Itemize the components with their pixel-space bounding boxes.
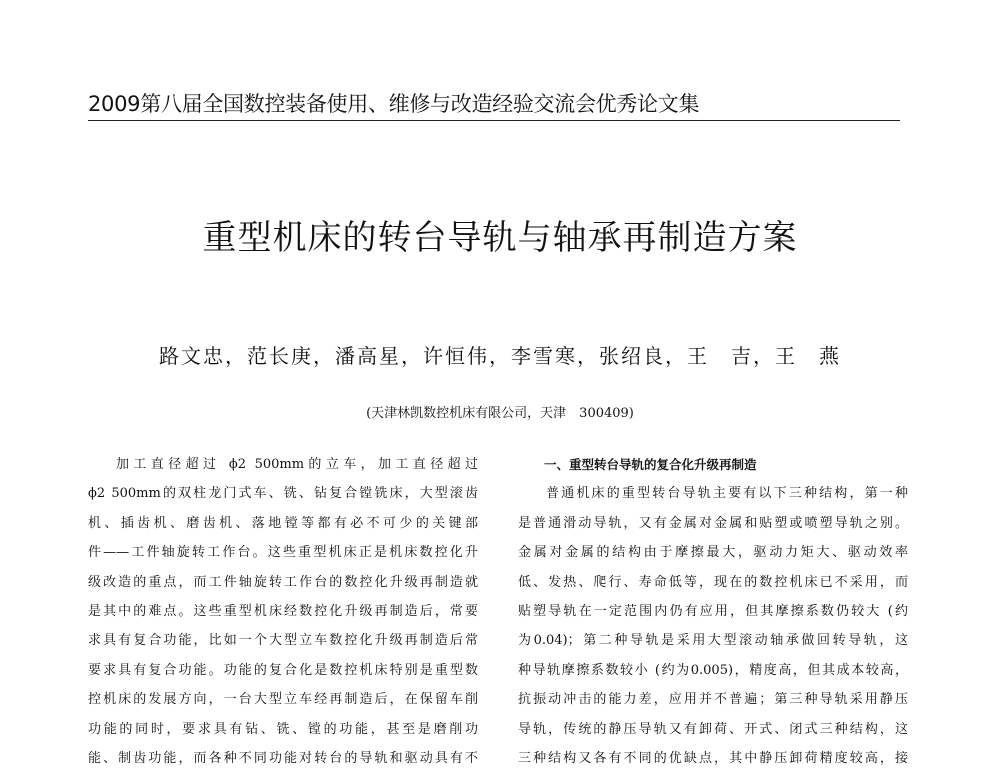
body-text-line: 是其中的难点。这些重型机床经数控化升级再制造后，常要 — [88, 604, 478, 620]
body-text-line: 控机床的发展方向，一台大型立车经再制造后，在保留车削 — [88, 692, 478, 708]
body-text-line: 贴塑导轨在一定范围内仍有应用，但其摩擦系数仍较大 (约 — [518, 604, 908, 620]
body-text-line: 功能的同时，要求具有钻、铣、镗的功能，甚至是磨削功 — [88, 721, 478, 737]
body-text-line: 件——工件轴旋转工作台。这些重型机床正是机床数控化升 — [88, 545, 478, 561]
body-text-line: 加工直径超过 ϕ2 500mm的立车，加工直径超过 — [116, 457, 478, 472]
body-text-line: 机、插齿机、磨齿机、落地镗等都有必不可少的关键部 — [88, 515, 478, 531]
body-text-line: 要求具有复合功能。功能的复合化是数控机床特别是重型数 — [88, 662, 478, 678]
body-text-line: 三种结构又各有不同的优缺点，其中静压卸荷精度较高，接 — [518, 751, 908, 767]
body-text-line: 是普通滑动导轨，又有金属对金属和贴塑或喷塑导轨之别。 — [518, 515, 908, 531]
section-heading: 一、重型转台导轨的复合化升级再制造 — [544, 457, 757, 472]
body-text-line: 导轨，传统的静压导轨又有卸荷、开式、闭式三种结构，这 — [518, 721, 908, 737]
left-column — [88, 450, 478, 773]
body-text-line: 种导轨摩擦系数较小 (约为0.005)，精度高，但其成本较高， — [518, 662, 908, 678]
body-text-line: 普通机床的重型转台导轨主要有以下三种结构，第一种 — [546, 486, 908, 502]
body-text-line: 金属对金属的结构由于摩擦最大，驱动力矩大、驱动效率 — [518, 545, 908, 561]
body-text-line: 为0.04)；第二种导轨是采用大型滚动轴承做回转导轨，这 — [518, 633, 908, 649]
body-text-line: 级改造的重点，而工件轴旋转工作台的数控化升级再制造就 — [88, 574, 478, 590]
body-text-line: 抗振动冲击的能力差，应用并不普遍；第三种导轨采用静压 — [518, 692, 908, 708]
body-text-line: ϕ2 500mm的双柱龙门式车、铣、钻复合镗铣床，大型滚齿 — [88, 486, 478, 502]
header-rule — [88, 120, 900, 121]
paper-title: 重型机床的转台导轨与轴承再制造方案 — [202, 218, 798, 258]
right-column — [518, 450, 908, 773]
body-text-line: 低、发热、爬行、寿命低等，现在的数控机床已不采用，而 — [518, 574, 908, 590]
affiliation: (天津林凯数控机床有限公司，天津 300409) — [366, 406, 634, 421]
body-text-line: 求具有复合功能，比如一个大型立车数控化升级再制造后常 — [88, 633, 478, 649]
author-list: 路文忠，范长庚，潘高星，许恒伟，李雪寒，张绍良，王 吉，王 燕 — [159, 344, 841, 368]
running-header: 2009第八届全国数控装备使用、维修与改造经验交流会优秀论文集 — [88, 92, 700, 116]
body-text-line: 能、制齿功能，而各种不同功能对转台的导轨和驱动具有不 — [88, 751, 478, 767]
